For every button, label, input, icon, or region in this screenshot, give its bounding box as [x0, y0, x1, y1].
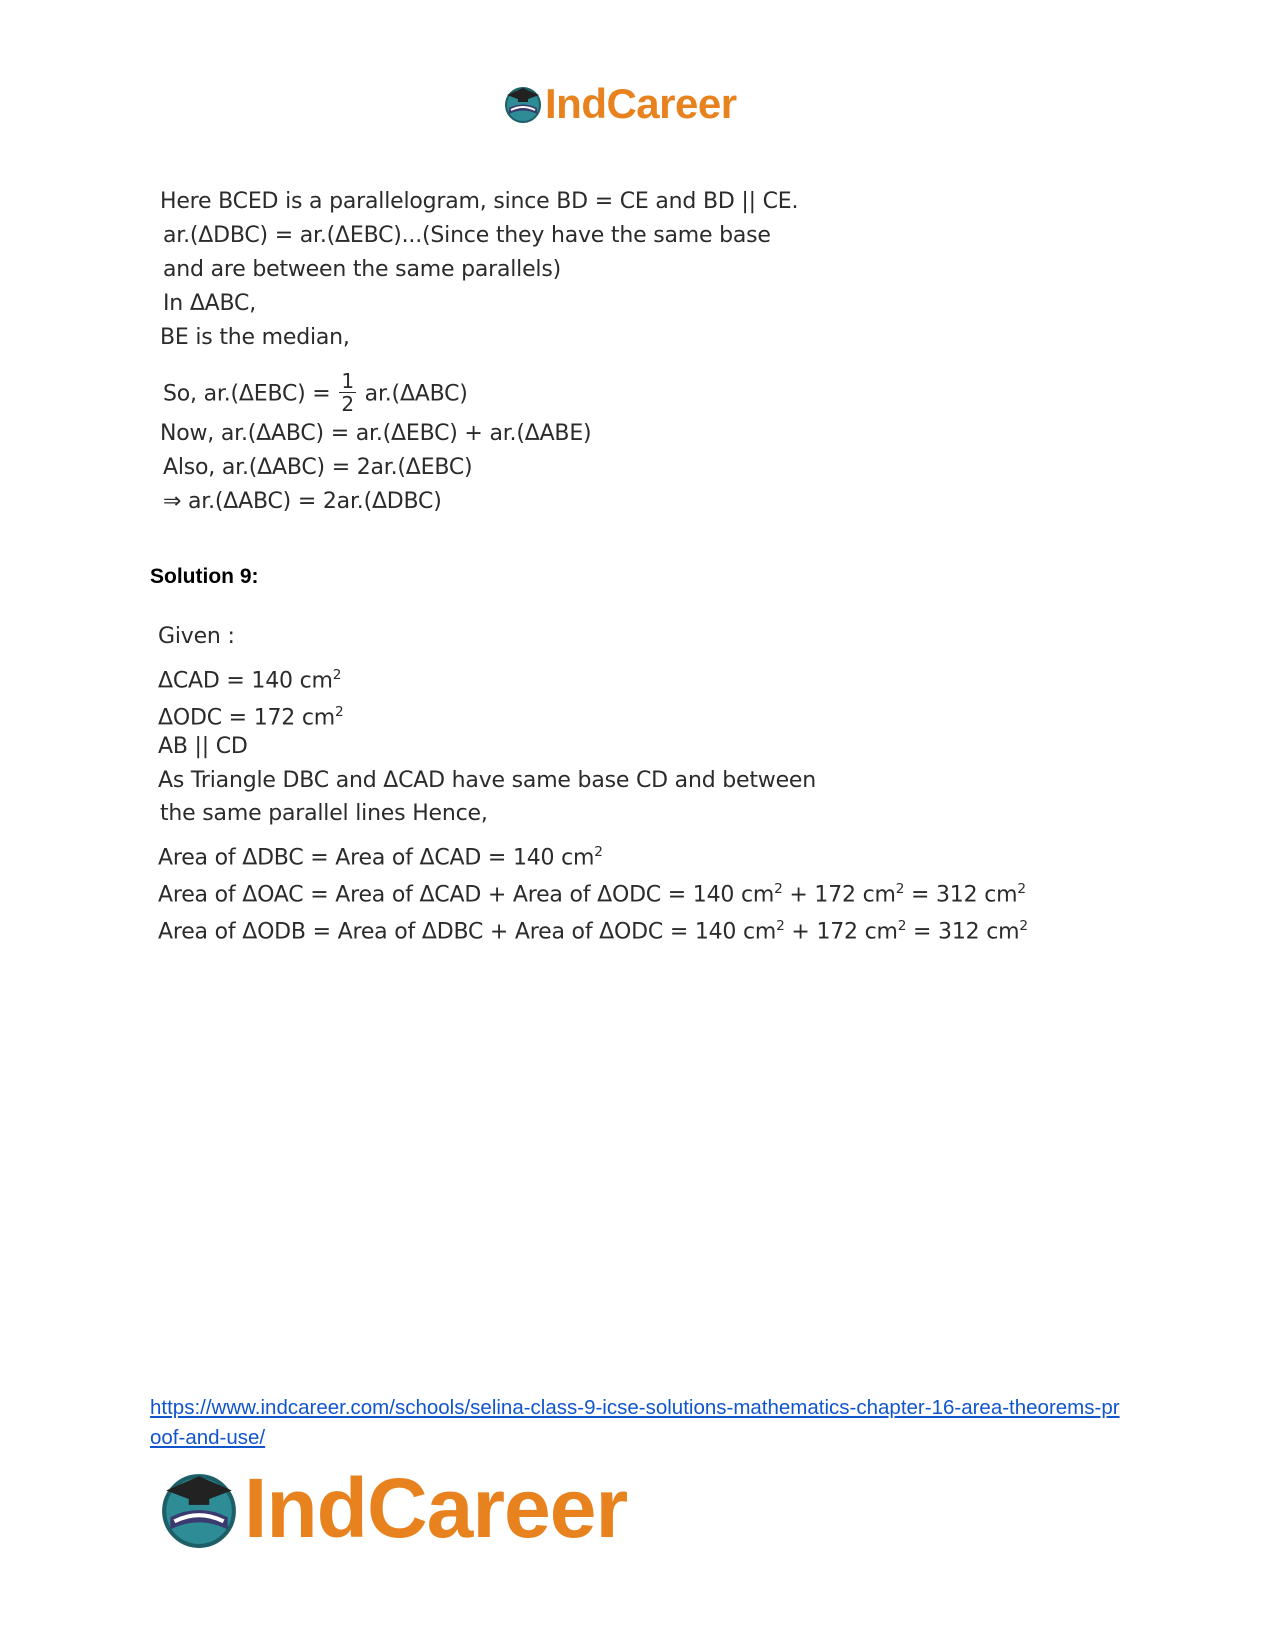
- footer-logo: [158, 1460, 627, 1557]
- equation-text: + 172 cm: [784, 919, 898, 945]
- source-link[interactable]: https://www.indcareer.com/schools/selina-class-9-icse-solutions-mathematics-chapter-16-area-theorems-proof-and-use/: [150, 1396, 1120, 1449]
- text-line: ar.(ΔDBC) = ar.(ΔEBC)...(Since they have the same base: [163, 223, 771, 248]
- graduation-cap-book-globe-icon: [503, 84, 543, 124]
- text-line: ⇒ ar.(ΔABC) = 2ar.(ΔDBC): [163, 489, 442, 514]
- equation-text: = 312 cm: [906, 919, 1020, 945]
- exponent: 2: [774, 881, 783, 897]
- fraction-denominator: 2: [341, 392, 354, 416]
- exponent: 2: [332, 667, 342, 683]
- fraction-numerator: 1: [341, 369, 354, 393]
- solution-9-heading: Solution 9:: [150, 565, 259, 588]
- header-logo: [503, 80, 737, 128]
- exponent: 2: [897, 918, 907, 934]
- text-line: Now, ar.(ΔABC) = ar.(ΔEBC) + ar.(ΔABE): [160, 421, 592, 446]
- logo-text: IndCareer: [244, 1461, 628, 1555]
- equation-text: ΔCAD = 140 cm: [158, 668, 333, 694]
- text-line: the same parallel lines Hence,: [160, 801, 488, 826]
- equation-text: Area of ΔODB = Area of ΔDBC + Area of ΔODC = 140 cm: [158, 919, 777, 945]
- text-line: In ΔABC,: [163, 291, 256, 316]
- text-line: and are between the same parallels): [163, 257, 561, 282]
- exponent: 2: [776, 918, 785, 934]
- text-line: Also, ar.(ΔABC) = 2ar.(ΔEBC): [163, 455, 473, 480]
- text-line: [158, 838, 603, 872]
- text-line: As Triangle DBC and ΔCAD have same base CD and between: [158, 768, 816, 793]
- fraction: [339, 370, 356, 415]
- text-line: [158, 661, 341, 695]
- exponent: 2: [1019, 918, 1028, 934]
- logo-text: IndCareer: [545, 80, 737, 127]
- exponent: 2: [335, 704, 344, 720]
- exponent: 2: [594, 844, 603, 860]
- text-line: [158, 875, 1026, 909]
- equation-text: + 172 cm: [782, 882, 896, 908]
- fraction-line: [163, 369, 468, 417]
- equation-text: Area of ΔOAC = Area of ΔCAD + Area of ΔODC = 140 cm: [158, 882, 775, 908]
- equation-text: Area of ΔDBC = Area of ΔCAD = 140 cm: [158, 845, 595, 871]
- equation-text: = 312 cm: [904, 882, 1018, 908]
- text-line: Given :: [158, 624, 235, 649]
- text-line: [158, 912, 1028, 946]
- graduation-cap-book-globe-icon: [158, 1468, 240, 1550]
- text-line: AB || CD: [158, 734, 248, 759]
- exponent: 2: [895, 881, 905, 897]
- text-line: Here BCED is a parallelogram, since BD = CE and BD || CE.: [160, 189, 799, 214]
- fraction-pre: So, ar.(ΔEBC) =: [163, 381, 331, 407]
- equation-text: ΔODC = 172 cm: [158, 705, 335, 731]
- exponent: 2: [1017, 881, 1026, 897]
- fraction-post: ar.(ΔABC): [364, 381, 468, 407]
- text-line: [158, 698, 343, 732]
- text-line: BE is the median,: [160, 325, 350, 350]
